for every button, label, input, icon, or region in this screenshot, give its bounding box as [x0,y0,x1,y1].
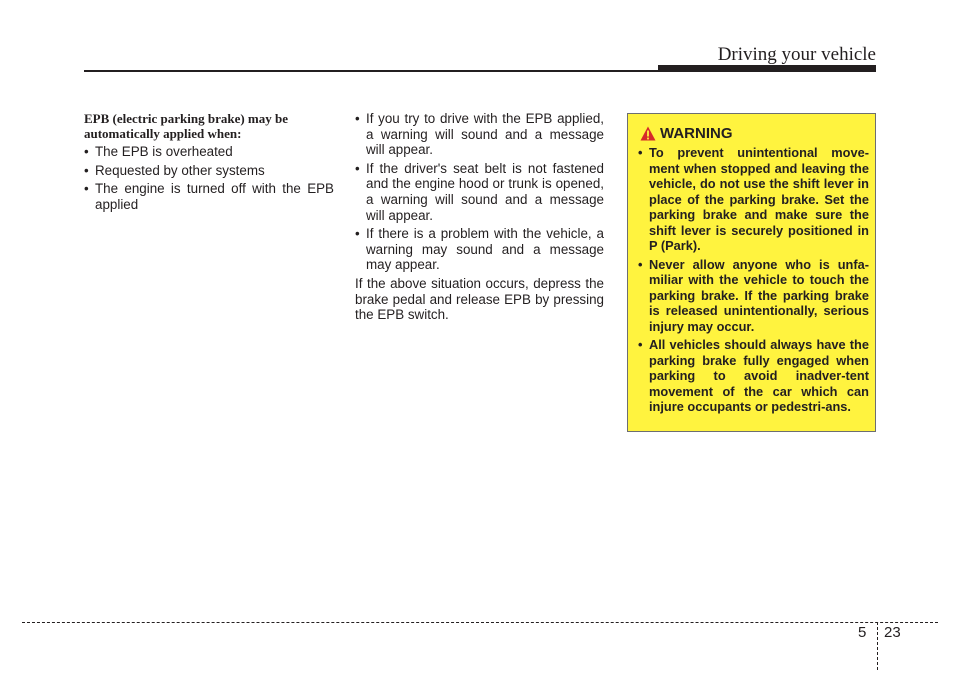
warning-triangle-icon [640,126,656,141]
list-item: • All vehicles should always have the parking brake fully engaged when parking to avoid inadver-tent movement of the car which can injure occupants or pedestri-ans. [638,337,869,415]
list-item: • Never allow anyone who is unfa-miliar with the vehicle to touch the parking brake. If the parking brake is released unintentionally, serious injury may occur. [638,257,869,335]
warning-box [627,113,876,432]
section-title: Driving your vehicle [717,44,876,65]
header-rule [84,70,664,72]
header-rule-thick [658,65,876,72]
list-item: • If there is a problem with the vehicle, a warning may sound and a message may appear. [355,226,604,273]
column-left [84,111,334,215]
epb-conditions-list [84,144,334,212]
release-instructions: If the above situation occurs, depress the brake pedal and release EPB by pressing the EPB switch. [355,275,604,323]
warning-list [638,145,869,418]
column-middle [355,111,604,323]
footer-divider-vertical [877,622,878,670]
warning-title: WARNING [660,125,733,142]
list-item: • If you try to drive with the EPB applied, a warning will sound and a message will appear. [355,111,604,158]
epb-heading: EPB (electric parking brake) may be automatically applied when: [84,111,288,141]
page-number: 23 [884,624,901,641]
epb-warnings-list [355,111,604,273]
list-item: • If the driver's seat belt is not fastened and the engine hood or trunk is opened, a warning will sound and a message will appear. [355,161,604,223]
list-item: • Requested by other systems [84,163,334,179]
footer-divider [22,622,938,623]
chapter-number: 5 [858,624,867,641]
list-item: • The engine is turned off with the EPB applied [84,181,334,212]
list-item: • To prevent unintentional move-ment when stopped and leaving the vehicle, do not use the shift lever in place of the parking brake. Set the parking brake and make sure the shift lever is securely positioned in P (Park). [638,145,869,254]
list-item: • The EPB is overheated [84,144,334,160]
warning-header [640,125,733,142]
